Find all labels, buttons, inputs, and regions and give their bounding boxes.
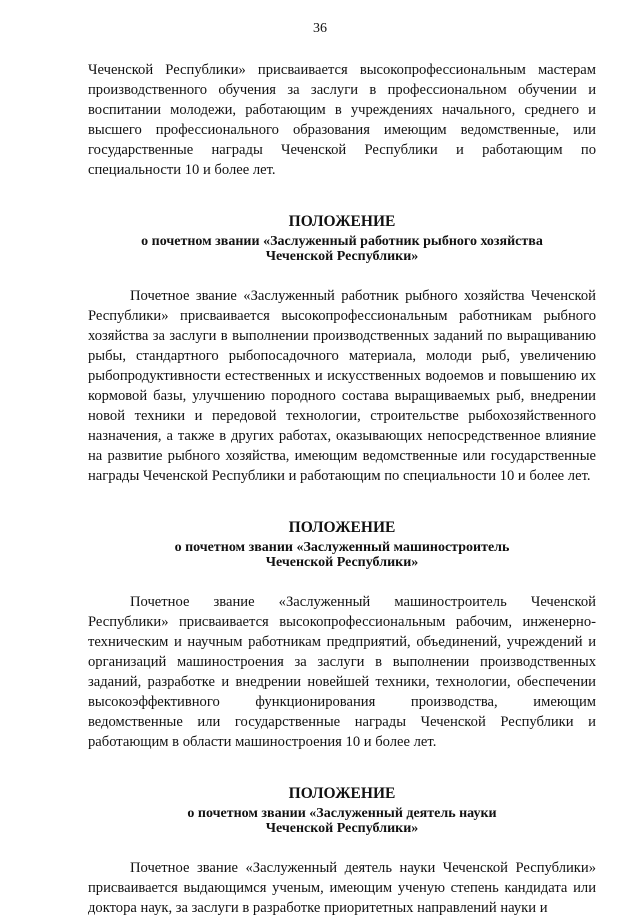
page-number: 36 — [313, 21, 327, 36]
section-heading: ПОЛОЖЕНИЕ — [288, 785, 396, 802]
section-body-paragraph: Почетное звание «Заслуженный работник рыбного хозяйства Чеченской Республики» присваивается высокопрофессиональным работникам рыбного хозяйства за заслуги в выполнении производственных заданий по выращиванию рыбы, стандартного рыбопосадочного материала, молоди рыб, увеличению рыбопродуктивности естественных и искусственных водоемов и повышению их кормовой базы, улучшению породного состава выращиваемых рыб, внедрении новой техники и передовой технологии, строительстве рыбохозяйственного назначения, а также в других работах, оказывающих непосредственное влияние на развитие рыбного хозяйства, имеющим ведомственные или государственные награды Чеченской Республики и работающим по специальности 10 и более лет. — [88, 288, 596, 484]
page-content — [88, 60, 596, 918]
section-subheading-line2: Чеченской Республики» — [265, 821, 419, 836]
section-science-figure — [88, 784, 596, 918]
section-subheading-line1: о почетном звании «Заслуженный деятель науки — [187, 806, 497, 821]
section-fishery-worker — [88, 212, 596, 486]
section-subheading-line2: Чеченской Республики» — [265, 555, 419, 570]
section-heading: ПОЛОЖЕНИЕ — [288, 213, 396, 230]
section-subheading-line1: о почетном звании «Заслуженный работник рыбного хозяйства — [141, 234, 543, 249]
section-body-paragraph: Почетное звание «Заслуженный машиностроитель Чеченской Республики» присваивается высокопрофессиональным рабочим, инженерно-техническим и научным работникам предприятий, объединений, учреждений и организаций машиностроения за заслуги в выполнении производственных заданий, разработке и внедрении новейшей техники, технологии, обеспечении высокоэффективного функционирования производства, имеющим ведомственные или государственные награды Чеченской Республики и работающим в области машиностроения 10 и более лет. — [88, 594, 596, 750]
section-heading: ПОЛОЖЕНИЕ — [288, 519, 396, 536]
section-machine-builder — [88, 518, 596, 752]
intro-paragraph: Чеченской Республики» присваивается высокопрофессиональным мастерам производственного обучения за заслуги в профессиональном обучении и воспитании молодежи, работающим в учреждениях начального, среднего и высшего профессионального образования имеющим ведомственные, или государственные награды Чеченской Республики и работающим по специальности 10 и более лет. — [88, 62, 596, 178]
section-body-paragraph: Почетное звание «Заслуженный деятель науки Чеченской Республики» присваивается выдающимся ученым, имеющим ученую степень кандидата или доктора наук, за заслуги в разработке приоритетных направлений науки и — [88, 860, 596, 916]
section-subheading-line2: Чеченской Республики» — [265, 249, 419, 264]
section-subheading-line1: о почетном звании «Заслуженный машиностроитель — [174, 540, 510, 555]
